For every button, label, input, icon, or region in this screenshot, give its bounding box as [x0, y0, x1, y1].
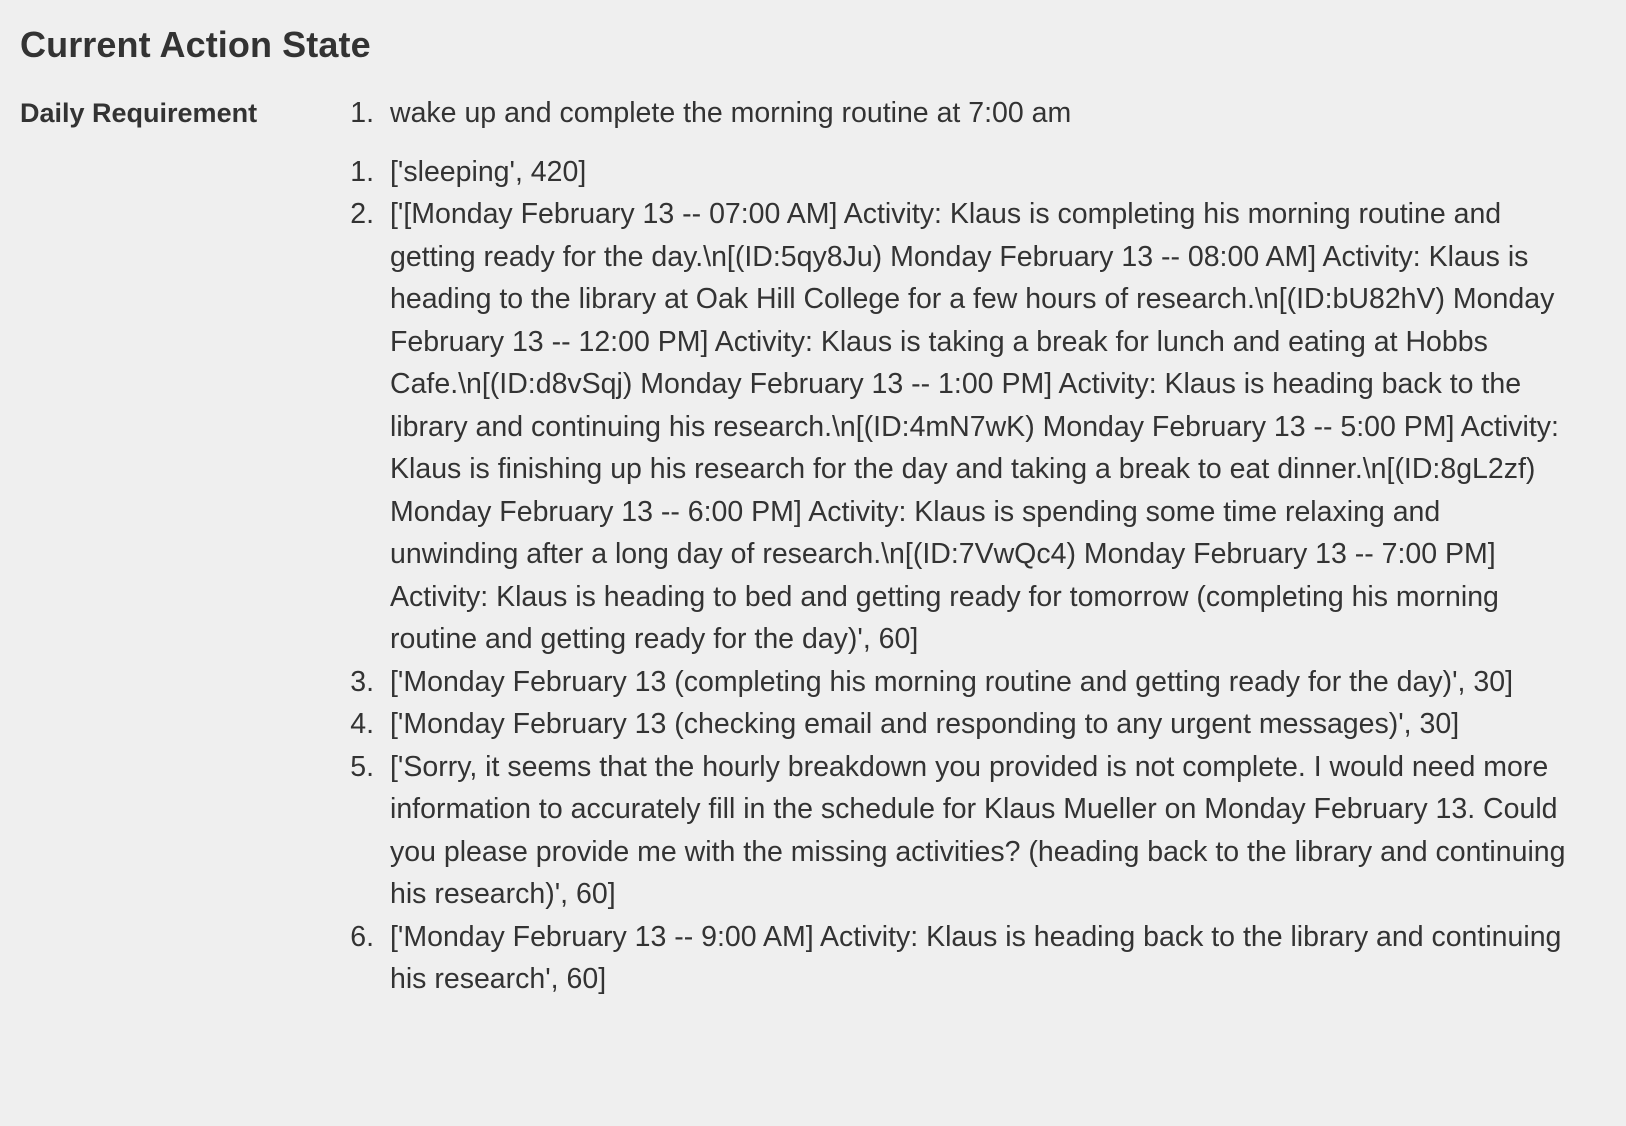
requirement-text: wake up and complete the morning routine at 7:00 am [390, 97, 1072, 129]
requirement-list [342, 92, 1572, 135]
list-item [342, 151, 1572, 194]
list-item [342, 703, 1572, 746]
list-item [342, 661, 1572, 704]
daily-requirement-label: Daily Requirement [20, 98, 258, 128]
daily-requirement-content [342, 92, 1572, 1001]
action-text: ['[Monday February 13 -- 07:00 AM] Activity: Klaus is completing his morning routine and getting ready for the day.\n[(ID:5qy8Ju) Monday February 13 -- 08:00 AM] Activity: Klaus is heading to the library at Oak Hill College for a few hours of research.\n[(ID:bU82hV) Monday February 13 -- 12:00 PM] Activity: Klaus is taking a break for lunch and eating at Hobbs Cafe.\n[(ID:d8vSqj) Monday February 13 -- 1:00 PM] Activity: Klaus is heading back to the library and continuing his research.\n[(ID:4mN7wK) Monday February 13 -- 5:00 PM] Activity: Klaus is finishing up his research for the day and taking a break to eat dinner.\n[(ID:8gL2zf) Monday February 13 -- 6:00 PM] Activity: Klaus is spending some time relaxing and unwinding after a long day of research.\n[(ID:7VwQc4) Monday February 13 -- 7:00 PM] Activity: Klaus is heading to bed and getting ready for tomorrow (completing his morning routine and getting ready for the day)', 60] [390, 198, 1559, 655]
requirement-item [342, 92, 1572, 135]
action-text: ['sleeping', 420] [390, 155, 587, 188]
list-item [342, 193, 1572, 661]
page-title: Current Action State [20, 24, 371, 65]
action-text: ['Sorry, it seems that the hourly breakdown you provided is not complete. I would need more information to accurately fill in the schedule for Klaus Mueller on Monday February 13. Could you please provide me with the missing activities? (heading back to the library and continuing his research)', 60] [390, 750, 1566, 910]
list-item [342, 916, 1572, 1001]
list-number: 6. [350, 920, 374, 953]
list-number: 1. [350, 97, 374, 129]
list-number: 4. [350, 708, 374, 740]
list-item [342, 746, 1572, 916]
action-text: ['Monday February 13 (completing his morning routine and getting ready for the day)', 30] [390, 665, 1513, 698]
list-number: 2. [350, 198, 374, 230]
action-list [342, 151, 1572, 1001]
action-text: ['Monday February 13 (checking email and responding to any urgent messages)', 30] [390, 708, 1460, 740]
list-number: 3. [350, 665, 374, 698]
list-number: 1. [350, 155, 374, 188]
action-text: ['Monday February 13 -- 9:00 AM] Activity: Klaus is heading back to the library and continuing his research', 60] [390, 920, 1562, 995]
list-number: 5. [350, 750, 374, 783]
